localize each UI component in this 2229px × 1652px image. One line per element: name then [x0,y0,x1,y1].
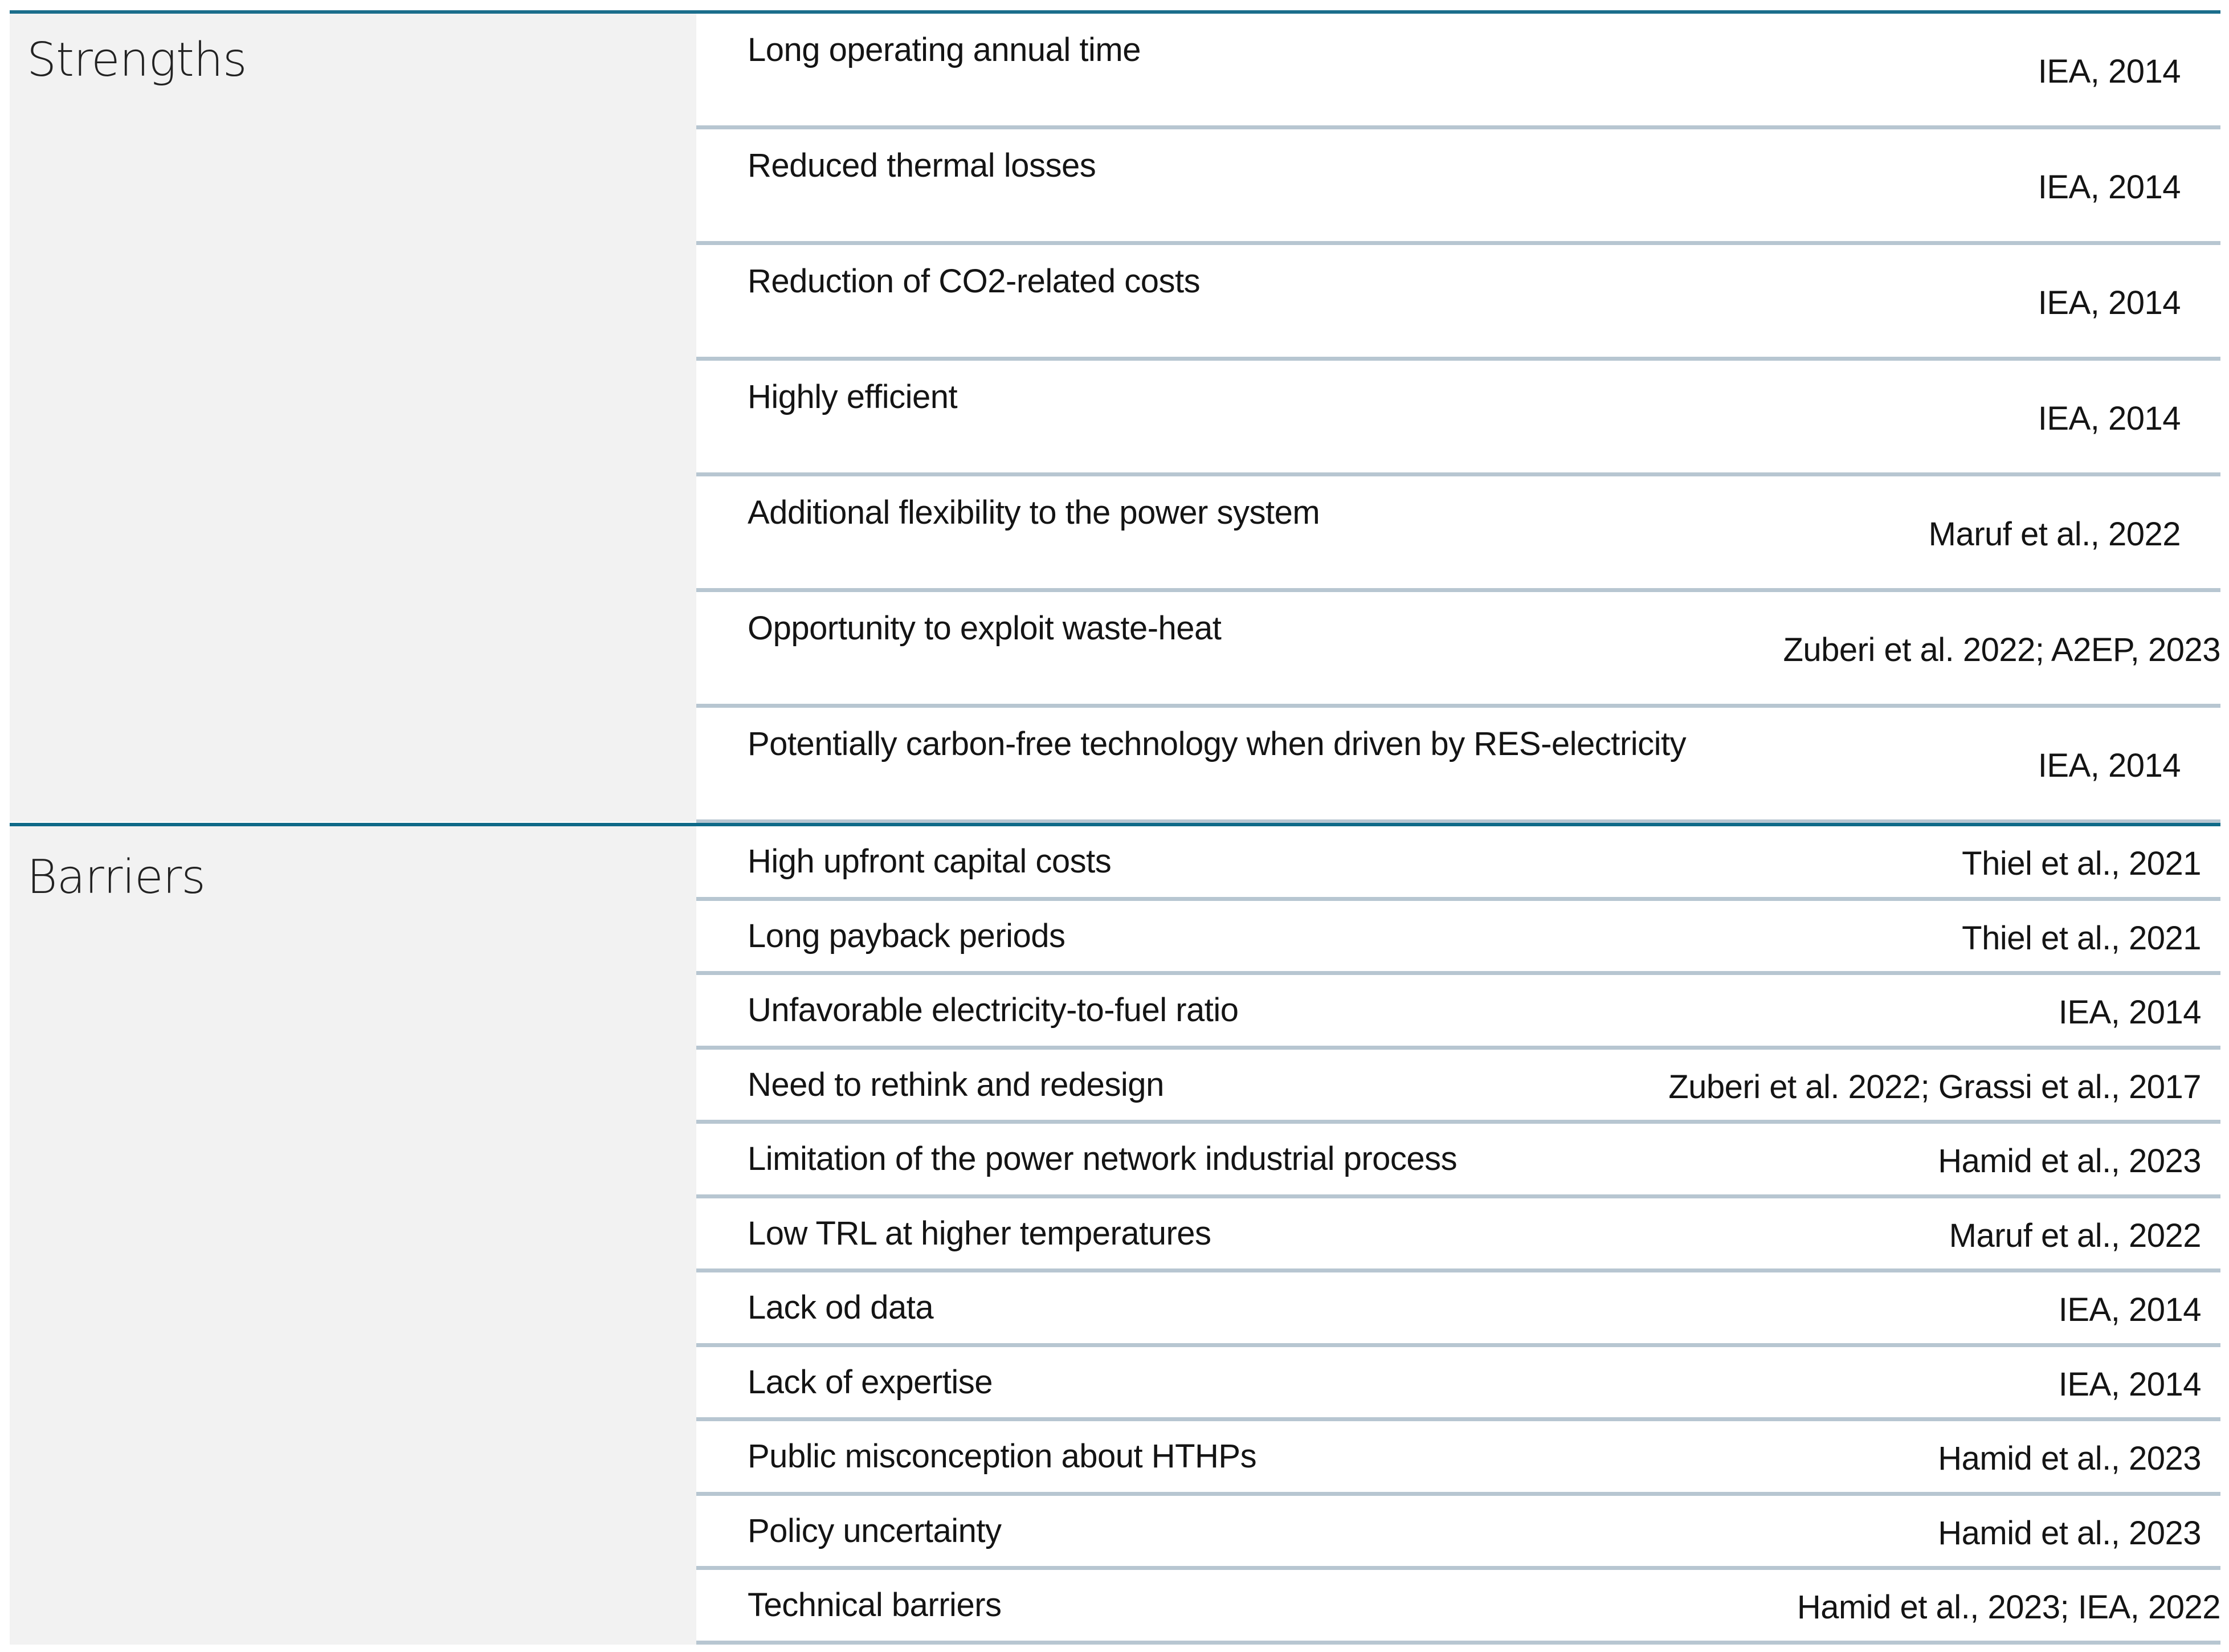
row-item: Lack od data [748,1289,934,1326]
row-reference: Hamid et al., 2023; IEA, 2022 [1797,1589,2220,1626]
row-item: Need to rethink and redesign [748,1066,1164,1103]
row-reference: Hamid et al., 2023 [1938,1440,2201,1477]
strengths-section [10,10,2220,822]
table-row [696,708,2220,823]
table-row [696,1272,2220,1347]
table-row [696,592,2220,708]
row-item: Long payback periods [748,917,1065,955]
row-item: Potentially carbon-free technology when driven by RES-electricity [748,725,1687,762]
table-row [696,476,2220,592]
row-item: Limitation of the power network industrial process [748,1140,1458,1177]
row-item: Reduced thermal losses [748,147,1096,184]
row-reference: Hamid et al., 2023 [1938,1514,2201,1552]
table-row [696,1496,2220,1571]
row-reference: IEA, 2014 [2038,53,2181,90]
row-item: Reduction of CO2-related costs [748,263,1201,300]
category-cell [10,14,696,822]
row-reference: Zuberi et al. 2022; Grassi et al., 2017 [1668,1068,2201,1106]
row-reference: IEA, 2014 [2038,400,2181,437]
table-row [696,361,2220,476]
table-row [696,901,2220,976]
barriers-rows [696,826,2220,1645]
row-item: Policy uncertainty [748,1512,1002,1549]
row-reference: Thiel et al., 2021 [1962,845,2201,882]
row-item: Technical barriers [748,1586,1002,1624]
row-item: Highly efficient [748,378,958,415]
barriers-section [10,823,2220,1645]
row-item: High upfront capital costs [748,843,1112,880]
row-item: Public misconception about HTHPs [748,1438,1257,1475]
row-reference: IEA, 2014 [2058,994,2201,1031]
category-label-barriers: Barriers [27,850,206,904]
row-reference: Maruf et al., 2022 [1949,1217,2201,1254]
row-reference: Hamid et al., 2023 [1938,1143,2201,1180]
row-reference: IEA, 2014 [2038,747,2181,784]
table-row [696,14,2220,129]
table-row [696,1198,2220,1273]
row-reference: Maruf et al., 2022 [1928,516,2181,553]
table-row [696,245,2220,361]
table-row [696,826,2220,901]
table-row [696,1421,2220,1496]
row-item: Lack of expertise [748,1363,993,1401]
category-cell [10,826,696,1645]
table-row [696,1570,2220,1645]
table-row [696,1050,2220,1124]
row-item: Additional flexibility to the power system [748,494,1320,531]
table-row [696,129,2220,245]
table-row [696,1124,2220,1198]
row-reference: IEA, 2014 [2058,1291,2201,1328]
table-row [696,1347,2220,1422]
row-reference: IEA, 2014 [2038,169,2181,206]
row-item: Unfavorable electricity-to-fuel ratio [748,992,1239,1029]
row-reference: Thiel et al., 2021 [1962,919,2201,957]
row-item: Low TRL at higher temperatures [748,1214,1211,1252]
row-reference: IEA, 2014 [2058,1365,2201,1403]
table-row [696,975,2220,1050]
category-label-strengths: Strengths [27,33,247,87]
strengths-rows [696,14,2220,822]
row-item: Long operating annual time [748,31,1141,68]
row-reference: Zuberi et al. 2022; A2EP, 2023 [1783,631,2220,668]
row-reference: IEA, 2014 [2038,284,2181,321]
row-item: Opportunity to exploit waste-heat [748,610,1222,647]
